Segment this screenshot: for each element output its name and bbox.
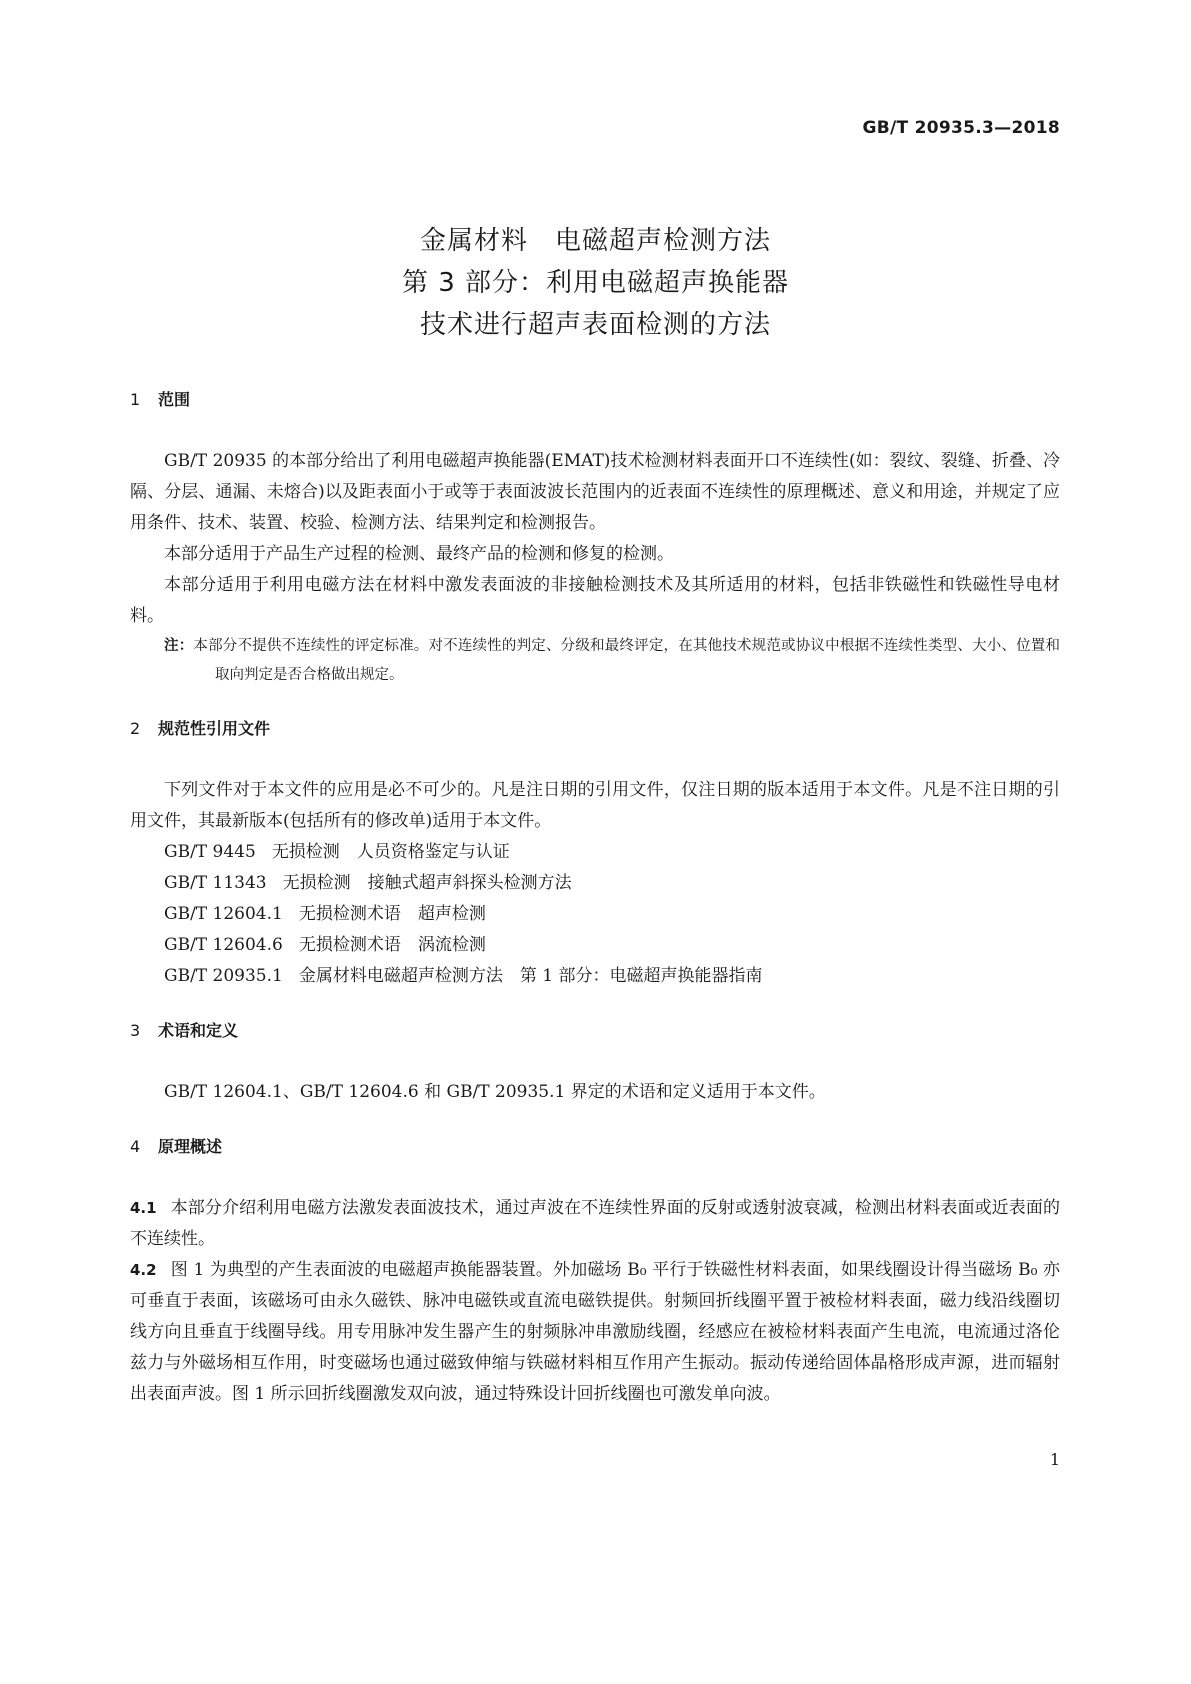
title-line-3: 技术进行超声表面检测的方法 [419, 310, 771, 340]
section-1-paragraph-2: 本部分适用于产品生产过程的检测、最终产品的检测和修复的检测。 [164, 544, 674, 564]
reference-code: GB/T 11343 [164, 873, 267, 893]
section-number: 3 [130, 1021, 141, 1040]
section-3-paragraph-1: GB/T 12604.1、GB/T 12604.6 和 GB/T 20935.1 界定的术语和定义适用于本文件。 [164, 1082, 826, 1102]
title-line-1: 金属材料 电磁超声检测方法 [419, 226, 771, 256]
clause-number: 4.1 [130, 1199, 157, 1217]
reference-code: GB/T 12604.1 [164, 904, 283, 924]
clause-text: 图 1 为典型的产生表面波的电磁超声换能器装置。外加磁场 B₀ 平行于铁磁性材料表面，如果线圈设计得当磁场 B₀ 亦可垂直于表面，该磁场可由永久磁铁、脉冲电磁铁或直流电磁铁提供。射频回折线圈平置于被检材料表面，磁力线沿线圈切线方向且垂直于线圈导线。用专用脉冲发生器产生的射频脉冲串激励线圈，经感应在被检材料表面产生电流，电流通过洛伦兹力与外磁场相互作用，时变磁场也通过磁致伸缩与铁磁材料相互作用产生振动。振动传递给固体晶格形成声源，进而辐射出表面声波。图 1 所示回折线圈激发双向波，通过特殊设计回折线圈也可激发单向波。 [130, 1260, 1060, 1404]
reference-code: GB/T 12604.6 [164, 935, 283, 955]
section-title: 规范性引用文件 [158, 719, 271, 738]
document-body [130, 384, 1060, 1410]
clause-4-1 [130, 1193, 1060, 1255]
section-number: 2 [130, 719, 141, 738]
reference-title: 无损检测术语 涡流检测 [298, 935, 486, 955]
reference-item [130, 837, 1060, 868]
reference-title: 无损检测术语 超声检测 [298, 904, 486, 924]
reference-item [130, 899, 1060, 930]
section-number: 4 [130, 1137, 141, 1156]
section-number: 1 [130, 390, 141, 409]
section-2-paragraph-1: 下列文件对于本文件的应用是必不可少的。凡是注日期的引用文件，仅注日期的版本适用于本文件。凡是不注日期的引用文件，其最新版本(包括所有的修改单)适用于本文件。 [130, 780, 1060, 831]
reference-title: 金属材料电磁超声检测方法 第 1 部分：电磁超声换能器指南 [298, 966, 763, 986]
reference-code: GB/T 20935.1 [164, 966, 283, 986]
section-1-note [164, 632, 1060, 690]
section-1-paragraph-1: GB/T 20935 的本部分给出了利用电磁超声换能器(EMAT)技术检测材料表面开口不连续性(如：裂纹、裂缝、折叠、冷隔、分层、通漏、未熔合)以及距表面小于或等于表面波波长范围内的近表面不连续性的原理概述、意义和用途，并规定了应用条件、技术、装置、校验、检测方法、结果判定和检测报告。 [130, 451, 1060, 533]
standard-code: GB/T 20935.3—2018 [862, 118, 1060, 138]
section-1-heading [130, 384, 1060, 415]
section-4-heading [130, 1131, 1060, 1162]
document-title [0, 220, 1191, 346]
section-title: 范围 [158, 390, 191, 409]
section-3-heading [130, 1015, 1060, 1046]
clause-number: 4.2 [130, 1261, 157, 1279]
section-title: 术语和定义 [158, 1021, 239, 1040]
title-line-2: 第 3 部分：利用电磁超声换能器 [401, 268, 790, 298]
reference-title: 无损检测 人员资格鉴定与认证 [271, 842, 510, 862]
clause-text: 本部分介绍利用电磁方法激发表面波技术，通过声波在不连续性界面的反射或透射波衰减，检测出材料表面或近表面的不连续性。 [130, 1198, 1060, 1249]
note-text: 本部分不提供不连续性的评定标准。对不连续性的判定、分级和最终评定，在其他技术规范或协议中根据不连续性类型、大小、位置和取向判定是否合格做出规定。 [193, 638, 1061, 683]
reference-code: GB/T 9445 [164, 842, 256, 862]
reference-title: 无损检测 接触式超声斜探头检测方法 [282, 873, 572, 893]
section-title: 原理概述 [158, 1137, 223, 1156]
section-2-heading [130, 713, 1060, 744]
note-label: 注： [164, 638, 194, 654]
reference-item [130, 868, 1060, 899]
page-number: 1 [1049, 1450, 1060, 1469]
section-1-paragraph-3: 本部分适用于利用电磁方法在材料中激发表面波的非接触检测技术及其所适用的材料，包括非铁磁性和铁磁性导电材料。 [130, 575, 1060, 626]
reference-item [130, 961, 1060, 992]
clause-4-2 [130, 1255, 1060, 1410]
reference-item [130, 930, 1060, 961]
